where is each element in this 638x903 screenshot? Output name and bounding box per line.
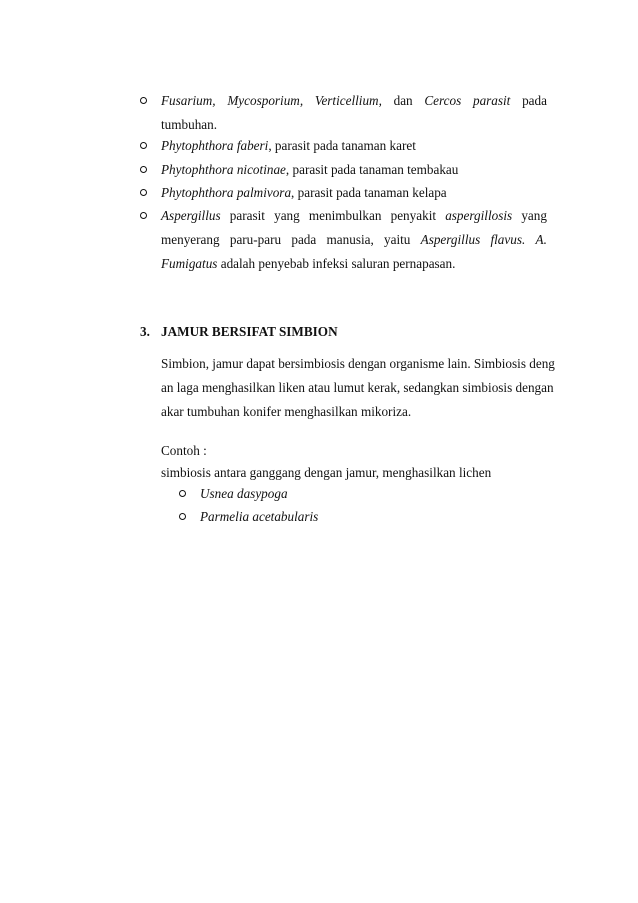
section-heading: JAMUR BERSIFAT SIMBION (161, 324, 338, 339)
word: dan (393, 93, 413, 108)
word: penyakit (390, 208, 437, 223)
word: manusia, (326, 232, 374, 247)
word: menyerang (161, 232, 220, 247)
bullet-icon (140, 97, 147, 104)
word: Fusarium, (161, 93, 216, 108)
example-item (200, 486, 288, 502)
bullet-icon (140, 166, 147, 173)
bullet-5-line-3 (161, 256, 455, 272)
contoh-line: simbiosis antara ganggang dengan jamur, menghasilkan lichen (161, 465, 492, 480)
word: Cercos (424, 93, 462, 108)
word: parasit (472, 93, 511, 108)
section-number: 3. (140, 324, 150, 339)
word: pada (522, 93, 547, 108)
bullet-icon (179, 513, 186, 520)
description: , parasit pada tanaman karet (268, 138, 416, 153)
bullet-icon (179, 490, 186, 497)
bullet-1-line-2: tumbuhan. (161, 117, 218, 132)
species-name: Phytophthora faberi (161, 138, 269, 153)
word: parasit (229, 208, 265, 223)
word: Aspergillus (420, 232, 481, 247)
word: aspergillosis (445, 208, 513, 223)
word: flavus. (490, 232, 526, 247)
description: adalah penyebab infeksi saluran pernapasan. (217, 256, 456, 271)
bullet-icon (140, 189, 147, 196)
species-name: Parmelia acetabularis (200, 509, 319, 524)
bullet-2-text (161, 138, 416, 154)
example-item (200, 509, 318, 525)
word: Aspergillus (161, 208, 221, 223)
word: yaitu (384, 232, 411, 247)
paragraph-line: an laga menghasilkan liken atau lumut kerak, sedangkan simbiosis dengan (161, 380, 554, 395)
bullet-3-text (161, 162, 458, 178)
bullet-icon (140, 142, 147, 149)
bullet-icon (140, 212, 147, 219)
bullet-5-line-1 (161, 208, 547, 224)
species-name: Phytophthora nicotinae (161, 162, 286, 177)
word: yang (521, 208, 547, 223)
species-name: Phytophthora palmivora (161, 185, 292, 200)
bullet-5-line-2 (161, 232, 547, 248)
bullet-1-line-1 (161, 93, 547, 109)
word: Mycosporium, (227, 93, 304, 108)
species-name: Usnea dasypoga (200, 486, 288, 501)
word: Verticellium, (314, 93, 382, 108)
word: menimbulkan (308, 208, 382, 223)
contoh-label: Contoh : (161, 443, 207, 458)
species-name: Fumigatus (161, 256, 218, 271)
word: pada (291, 232, 317, 247)
word: yang (274, 208, 300, 223)
paragraph-line: akar tumbuhan konifer menghasilkan mikoriza. (161, 404, 412, 419)
paragraph-line: Simbion, jamur dapat bersimbiosis dengan organisme lain. Simbiosis deng (161, 356, 555, 371)
word: A. (535, 232, 547, 247)
description: , parasit pada tanaman kelapa (291, 185, 447, 200)
word: paru-paru (229, 232, 282, 247)
bullet-4-text (161, 185, 447, 201)
description: , parasit pada tanaman tembakau (285, 162, 459, 177)
